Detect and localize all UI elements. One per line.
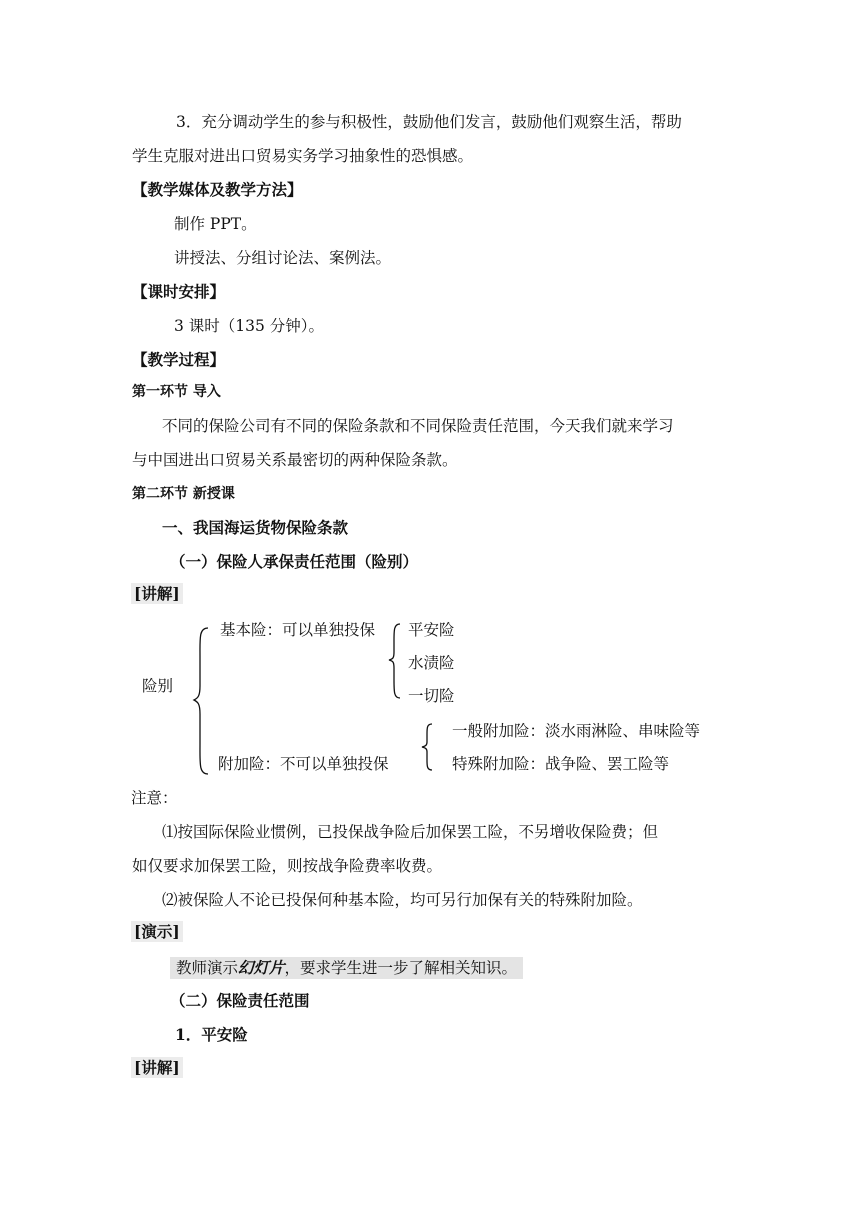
- schedule-text: 3 课时（135 分钟）。: [174, 317, 325, 335]
- diagram-root: 险别: [142, 677, 174, 695]
- paragraph-line: 3．充分调动学生的参与积极性，鼓励他们发言，鼓励他们观察生活，帮助: [176, 113, 682, 131]
- additional-item: 特殊附加险：战争险、罢工险等: [452, 755, 670, 773]
- additional-brace-icon: [420, 722, 436, 772]
- list-item: 制作 PPT。: [174, 215, 257, 233]
- explain-tag: [讲解]: [131, 1058, 183, 1078]
- stage-title: 第一环节 导入: [132, 384, 221, 400]
- section-heading: 【教学媒体及教学方法】: [132, 180, 303, 199]
- section-heading: 【教学过程】: [132, 350, 226, 369]
- note-line: ⑵被保险人不论已投保何种基本险，均可另行加保有关的特殊附加险。: [162, 891, 643, 909]
- note-line: 如仅要求加保罢工险，则按战争险费率收费。: [132, 857, 443, 875]
- basic-item: 水渍险: [408, 654, 455, 672]
- subheading: 一、我国海运货物保险条款: [162, 518, 349, 537]
- demo-text: 教师演示幻灯片，要求学生进一步了解相关知识。: [170, 958, 523, 978]
- note-label: 注意：: [131, 789, 178, 807]
- subheading: （二）保险责任范围: [170, 991, 310, 1010]
- note-line: ⑴按国际保险业惯例，已投保战争险后加保罢工险，不另增收保险费；但: [162, 823, 659, 841]
- basic-item: 平安险: [408, 621, 455, 639]
- paragraph-line: 与中国进出口贸易关系最密切的两种保险条款。: [132, 451, 458, 469]
- subheading: 1．平安险: [175, 1025, 248, 1044]
- subheading: （一）保险人承保责任范围（险别）: [170, 552, 419, 571]
- basic-item: 一切险: [408, 687, 455, 705]
- demo-tag: [演示]: [131, 922, 183, 942]
- basic-brace-icon: [388, 622, 404, 700]
- paragraph-line: 学生克服对进出口贸易实务学习抽象性的恐惧感。: [132, 147, 474, 165]
- additional-insurance: 附加险：不可以单独投保: [218, 755, 389, 773]
- basic-insurance: 基本险：可以单独投保: [220, 621, 376, 639]
- main-brace-icon: [192, 626, 212, 776]
- additional-item: 一般附加险：淡水雨淋险、串味险等: [452, 722, 701, 740]
- explain-tag: [讲解]: [131, 584, 183, 604]
- list-item: 讲授法、分组讨论法、案例法。: [174, 249, 392, 267]
- stage-title: 第二环节 新授课: [132, 486, 235, 502]
- section-heading: 【课时安排】: [132, 282, 226, 301]
- paragraph-line: 不同的保险公司有不同的保险条款和不同保险责任范围，今天我们就来学习: [162, 417, 674, 435]
